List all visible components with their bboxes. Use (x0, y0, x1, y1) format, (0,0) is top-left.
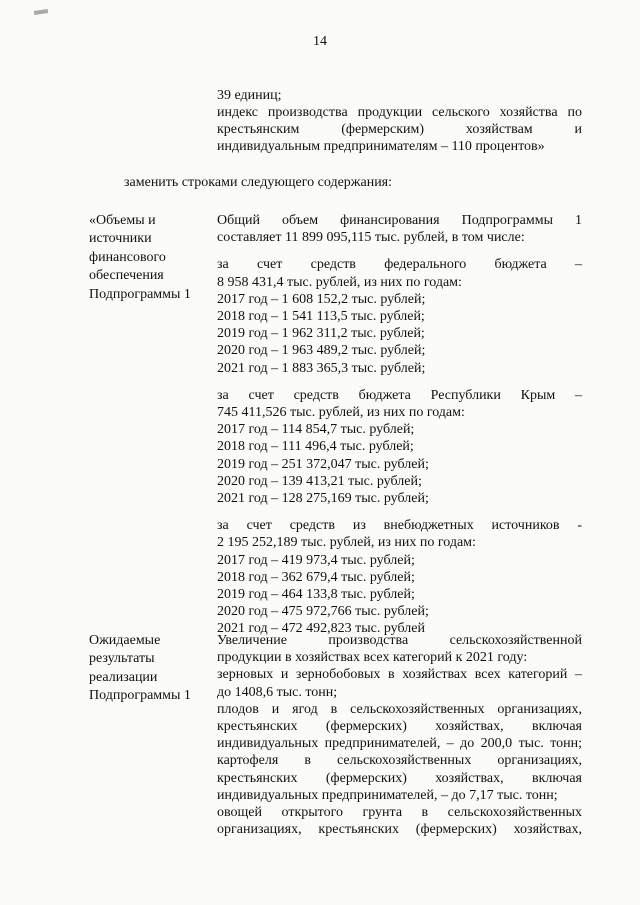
funding-year-line: 2020 год – 475 972,766 тыс. рублей; (217, 604, 429, 620)
funding-total-line: составляет 11 899 095,115 тыс. рублей, в том числе: (217, 230, 525, 246)
intro-line: 39 единиц; (217, 88, 282, 103)
results-line: плодов и ягод в сельскохозяйственных организациях, (217, 701, 582, 717)
results-line: Увеличение производства сельскохозяйственной (217, 633, 582, 648)
funding-label (89, 212, 199, 304)
funding-label-line: обеспечения (89, 268, 164, 284)
results-label-line: Ожидаемые (89, 633, 161, 648)
results-label-line: реализации (89, 669, 158, 685)
funding-source-line: 8 958 431,4 тыс. рублей, из них по годам: (217, 274, 462, 290)
funding-source-line: за счет средств федерального бюджета – (217, 257, 582, 273)
results-line: продукции в хозяйствах всех категорий к 2021 году: (217, 650, 528, 666)
funding-total-line: Общий объем финансирования Подпрограммы 1 (217, 213, 582, 228)
funding-year-line: 2020 год – 1 963 489,2 тыс. рублей; (217, 343, 426, 359)
funding-year-line: 2019 год – 251 372,047 тыс. рублей; (217, 456, 429, 472)
funding-source-line: за счет средств бюджета Республики Крым – (217, 387, 582, 403)
funding-source-crimea (217, 387, 582, 507)
funding-year-line: 2021 год – 1 883 365,3 тыс. рублей; (217, 360, 426, 376)
funding-label-line: финансового (89, 249, 166, 265)
funding-source-line: 745 411,526 тыс. рублей, из них по годам: (217, 405, 465, 421)
funding-year-line: 2018 год – 1 541 113,5 тыс. рублей; (217, 309, 425, 325)
intro-line: крестьянским (фермерским) хозяйствам и (217, 122, 582, 137)
funding-source-extrabudgetary (217, 517, 582, 637)
funding-year-line: 2021 год – 128 275,169 тыс. рублей; (217, 491, 429, 507)
funding-year-line: 2018 год – 362 679,4 тыс. рублей; (217, 569, 415, 585)
results-label (89, 632, 199, 706)
results-line: до 1408,6 тыс. тонн; (217, 684, 338, 700)
funding-year-line: 2020 год – 139 413,21 тыс. рублей; (217, 473, 422, 489)
results-line: индивидуальных предпринимателей, – до 200,0 тыс. тонн; (217, 736, 582, 752)
page-number: 14 (313, 34, 327, 49)
intro-line: индекс производства продукции сельского хозяйства по (217, 105, 582, 120)
funding-label-line: источники (89, 231, 152, 247)
results-line: овощей открытого грунта в сельскохозяйственных (217, 805, 582, 821)
results-line: индивидуальных предпринимателей, – до 7,17 тыс. тонн; (217, 787, 558, 803)
funding-body (217, 212, 582, 638)
funding-label-line: Подпрограммы 1 (89, 286, 191, 302)
funding-year-line: 2017 год – 1 608 152,2 тыс. рублей; (217, 291, 426, 307)
results-line: организациях, крестьянских (фермерских) хозяйствах, (217, 822, 582, 838)
intro-text (217, 87, 582, 155)
results-line: картофеля в сельскохозяйственных организациях, (217, 753, 582, 769)
funding-year-line: 2021 год – 472 492,823 тыс. рублей (217, 621, 425, 637)
funding-total (217, 212, 582, 246)
funding-year-line: 2019 год – 464 133,8 тыс. рублей; (217, 587, 415, 603)
scan-mark (34, 9, 48, 15)
replace-instruction: заменить строками следующего содержания: (124, 175, 393, 190)
results-line: крестьянских (фермерских) хозяйствах, включая (217, 770, 582, 786)
funding-year-line: 2017 год – 114 854,7 тыс. рублей; (217, 422, 415, 438)
results-label-line: Подпрограммы 1 (89, 688, 191, 704)
intro-line: индивидуальным предпринимателям – 110 процентов» (217, 139, 545, 154)
funding-source-line: 2 195 252,189 тыс. рублей, из них по годам: (217, 535, 476, 551)
funding-year-line: 2018 год – 111 496,4 тыс. рублей; (217, 439, 414, 455)
results-label-line: результаты (89, 651, 155, 667)
results-body (217, 632, 582, 838)
funding-year-line: 2019 год – 1 962 311,2 тыс. рублей; (217, 326, 425, 342)
funding-year-line: 2017 год – 419 973,4 тыс. рублей; (217, 552, 415, 568)
results-line: зерновых и зернобобовых в хозяйствах всех категорий – (217, 667, 582, 683)
funding-source-federal (217, 256, 582, 376)
results-line: крестьянских (фермерских) хозяйствах, включая (217, 719, 582, 735)
funding-source-line: за счет средств из внебюджетных источников - (217, 518, 582, 534)
funding-label-line: «Объемы и (89, 213, 156, 228)
